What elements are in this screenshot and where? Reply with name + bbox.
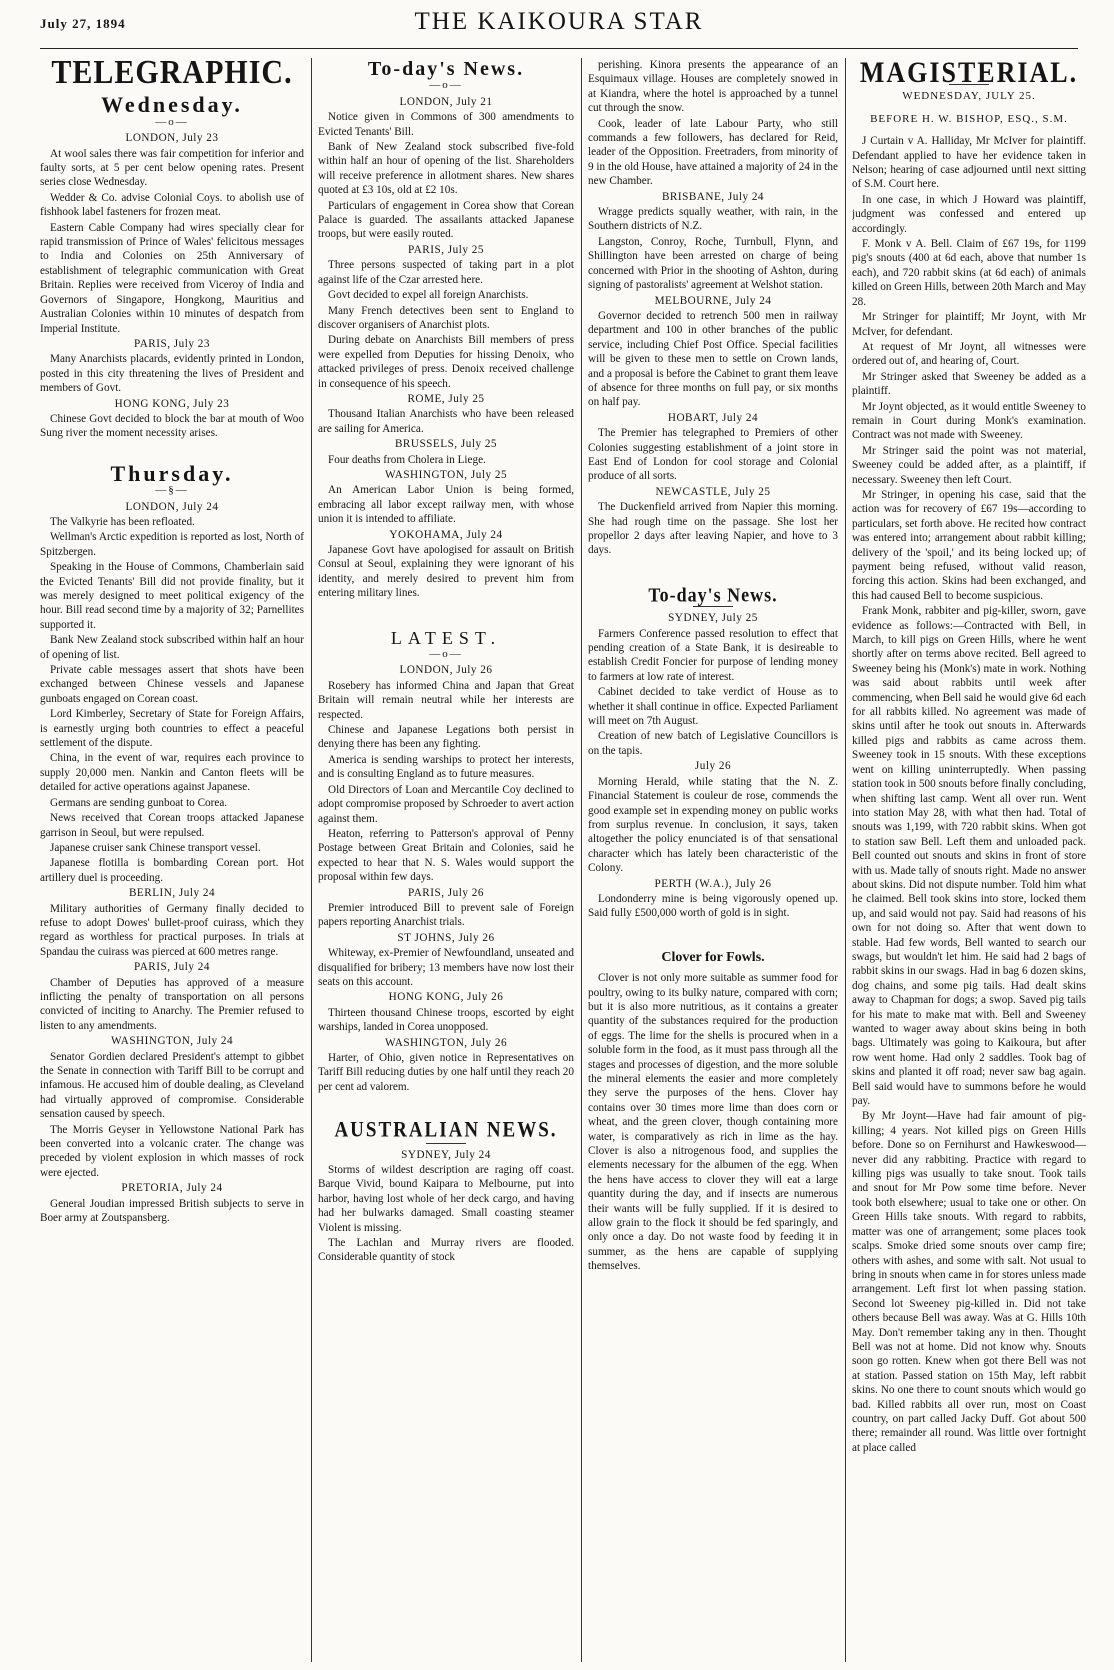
news-paragraph: At wool sales there was fair competition for inferior and faulty sorts, at 5 per cent below opening rates. Present series close Wednesday.	[40, 147, 304, 189]
article-paragraph: At request of Mr Joynt, all witnesses were ordered out of, and hearing of, Court.	[852, 340, 1086, 368]
news-paragraph: Rosebery has informed China and Japan that Great Britain will remain neutral while her interests are respected.	[318, 679, 574, 721]
news-paragraph: perishing. Kinora presents the appearance of an Esquimaux village. Houses are completely snowed in at Kiandra, where the hotel is approached by a tunnel cut through the snow.	[588, 59, 838, 115]
masthead	[40, 8, 1078, 36]
ornament: —o—	[429, 79, 463, 92]
news-paragraph: Creation of new batch of Legislative Councillors is on the tapis.	[588, 730, 838, 757]
news-paragraph: Germans are sending gunboat to Corea.	[50, 796, 228, 809]
dateline: LONDON, July 23	[125, 132, 219, 145]
news-paragraph: News received that Corean troops attacked Japanese garrison in Seoul, but were repulsed.	[40, 812, 304, 839]
news-paragraph: The Duckenfield arrived from Napier this morning. She had rough time on the passage. She lost her propellor 2 days after leaving Napier, and hove to 3 days.	[588, 501, 838, 557]
section-heading-todays-news-2: To-day's News.	[648, 583, 778, 606]
dateline: BRISBANE, July 24	[661, 190, 765, 203]
section-heading-magisterial: MAGISTERIAL.	[859, 58, 1079, 90]
news-paragraph: Wellman's Arctic expedition is reported as lost, North of Spitzbergen.	[40, 531, 304, 558]
news-paragraph: Military authorities of Germany finally decided to refuse to adopt Dowes' bullet-proof cuirass, which they regard as worthless for practical purposes. In trials at Spandau the cuirass was pierced at 600 metres range.	[40, 902, 304, 958]
news-paragraph: Govt decided to expel all foreign Anarchists.	[328, 289, 529, 302]
news-paragraph: An American Labor Union is being formed, embracing all labor except railway men, with whose union it is intended to affiliate.	[318, 484, 574, 526]
news-paragraph: Chinese Govt decided to block the bar at mouth of Woo Sung river the moment necessity arises.	[40, 412, 304, 440]
news-paragraph: General Joudian impressed British subjects to serve in Boer army at Zoutspansberg.	[40, 1197, 304, 1225]
news-paragraph: Heaton, referring to Patterson's approval of Penny Postage between Great Britain and Colonies, said he expected to hear that N. S. Wales would support the proposal within few days.	[318, 827, 574, 884]
dateline: SYDNEY, July 25	[668, 612, 758, 625]
news-paragraph: Thousand Italian Anarchists who have been released are sailing for America.	[318, 408, 574, 435]
issue-date: July 27, 1894	[40, 16, 126, 31]
news-paragraph: Eastern Cable Company had wires specially clear for rapid transmission of Prince of Wales' felicitous messages to India and Colonies on 25th Anniversary of establishment of telegraphic communication with Great Britain. Replies were received from Viceroy of India and Governors of Singapore, Hongkong, Mauritius and Australian Colonies within 10 minutes of despatch from Imperial Institute.	[40, 221, 304, 335]
column-rule	[845, 58, 846, 1662]
column-2	[318, 58, 574, 1662]
news-paragraph: Japanese Govt have apologised for assault on British Consul at Seoul, explaining they were ignorant of his identity, and merely desired to prevent him from entering military lines.	[318, 544, 574, 600]
news-paragraph: Wragge predicts squally weather, with rain, in the Southern districts of N.Z.	[588, 206, 838, 233]
ornament: —§—	[155, 484, 189, 497]
news-paragraph: Whiteway, ex-Premier of Newfoundland, unseated and disqualified for bribery; 13 members have now lost their seats on this account.	[318, 947, 574, 988]
news-paragraph: Japanese flotilla is bombarding Corean port. Hot artillery duel is proceeding.	[40, 857, 304, 884]
column-rule	[581, 58, 582, 1662]
news-paragraph: Lord Kimberley, Secretary of State for Foreign Affairs, is earnestly urging both countries to effect a peaceful settlement of the dispute.	[40, 708, 304, 750]
news-paragraph: During debate on Anarchists Bill members of press were expelled from Deputies for hissing Denoix, who attacked privileges of press. Denoix received challenge in consequence of his speech.	[318, 334, 574, 390]
todays-news-items	[318, 95, 574, 601]
news-paragraph: Bank of New Zealand stock subscribed five-fold within half an hour of opening of the list. Shareholders will receive preference in allotment shares. New shares quoted at £3 10s, old at £2 10s.	[318, 141, 574, 197]
news-paragraph: China, in the event of war, requires each province to supply 20,000 men. Nankin and Canton fleets will be detailed for active operations against Japanese.	[40, 752, 304, 794]
todays-news-2-items	[588, 611, 838, 921]
article-paragraph: Mr Stringer said the point was not material, Sweeney could be added after, as a plaintiff, if necessary. Sweeney then left Court.	[852, 444, 1086, 486]
dateline: LONDON, July 21	[399, 95, 493, 108]
dateline: HOBART, July 24	[667, 411, 759, 424]
article-paragraph: Mr Stringer, in opening his case, said that the action was for recovery of £67 19s—according to particulars, set forth above. He recited how contract was entered into; arrangement about rabbit killing; delivery of the 'spoil,' and its being locked up; of payment being refused, without valid reason, forcing this action. Skins had been exchanged, and this had caused Bell to become suspicious.	[852, 488, 1086, 602]
column-1	[40, 58, 304, 1662]
dateline: MELBOURNE, July 24	[654, 294, 772, 307]
column-4	[852, 58, 1086, 1662]
article-heading-clover: Clover for Fowls.	[661, 949, 765, 965]
article-paragraph: Mr Stringer for plaintiff; Mr Joynt, with Mr McIver, for defendant.	[852, 311, 1086, 338]
article-paragraph: Mr Joynt objected, as it would entitle Sweeney to remain in Court during Monk's examination. Contract was not made with Sweeney.	[852, 400, 1086, 442]
news-paragraph: Thirteen thousand Chinese troops, escorted by eight warships, landed in Corea unopposed.	[318, 1006, 574, 1034]
dateline: LONDON, July 24	[125, 500, 219, 513]
news-paragraph: Cabinet decided to take verdict of House as to whether it shall continue in office. Expected Parliament will meet on 7th August.	[588, 686, 838, 728]
thursday-news	[40, 500, 304, 1226]
news-paragraph: Notice given in Commons of 300 amendments to Evicted Tenants' Bill.	[318, 111, 574, 138]
wednesday-news	[40, 131, 304, 441]
section-heading-australian-news: AUSTRALIAN NEWS.	[334, 1118, 558, 1143]
day-heading-thursday: Thursday.	[110, 460, 234, 486]
article-paragraph: Clover is not only more suitable as summer food for poultry, owing to its bulky nature, compared with corn; but it is also more nutritious, as it contains a greater quantity of the substances required for the production of eggs. The lime for the shells is procured when in a soluble form in the food, as it must pass through all the stages and processes of digestion, and the more soluble the mineral elements the easier and more completely they serve the purposes of the hens. Clover hay contains over 30 times more lime than does corn or wheat, and the green clover, though containing more water, is comparatively as rich in lime as the hay. Clover is also a nitrogenous food, and supplies the elements necessary for the albumen of the egg. When the hens have access to clover they will eat a large quantity during the day, and if insects are numerous their wants will be fully supplied. If it is desired to allow grain to the flock it should be fed sparingly, and only once a day. Do not waste food by feeding it in summer, as the hens are capable of supplying themselves.	[588, 972, 838, 1273]
dateline: YOKOHAMA, July 24	[389, 528, 503, 541]
section-heading-telegraphic: TELEGRAPHIC.	[51, 58, 293, 91]
article-paragraph: Frank Monk, rabbiter and pig-killer, sworn, gave evidence as follows:—Contracted with Bell, in March, to kill pigs on Green Hills, where he went shortly after on terms above recited. Bell agreed to Sweeney being his (Monk's) mate in work. Nothing was said about rabbits until week after commencing, when Bell said he would give 6d each for all rabbits killed. No agreement was made of skins until after he took out snouts in. Afterwards killed pigs and rabbits as came across them. Sweeney took in 15 snouts. With these exceptions went on killing uninterruptedly. When passing station took in 500 snouts before finally concluding, when shifting last camp. Went all over run. Went into station May 28, with what then had. Total of snouts was 1,199, with 720 rabbit skins. When got to station saw Bell. Left them and unloaded pack. Bell counted out snouts and skins in front of store with us. Made tally of snouts right. Made no answer about skins. Did not dispute number. Told him what he claimed. Bell took skins into store, locked them up, and said would not pay. Said had reasons of his own for not doing so. After that went down to stable. Had few words, Bell wanted to search our swags, but wouldn't let him. He said had 2 bags of rabbit skins in our swags. Had in bag 6 dozen skins, dog chains, and some pig tails. Had dealt skins away to Chapman for dogs; a swop. Saved pig tails for his mate to make mat with. Bell and Sweeney wanted to wager away about skins being in both bags. Ultimately was going to Kaikoura, but after row went home. Had only 2 saddles. Took bag of skins and planted it off road; never saw bag again. Bell said would have to summons before he would pay.	[852, 605, 1086, 1108]
dateline: LONDON, July 26	[399, 664, 493, 677]
news-paragraph: Londonderry mine is being vigorously opened up. Said fully £500,000 worth of gold is in sight.	[588, 892, 838, 920]
dateline: WASHINGTON, July 25	[384, 468, 508, 481]
news-paragraph: America is sending warships to protect her interests, and is consulting England as to future measures.	[318, 753, 574, 781]
news-paragraph: Morning Herald, while stating that the N. Z. Financial Statement is couleur de rose, commends the good example set in expending money on public works from surplus revenue. In conclusion, it says, taken altogether the policy enunciated is of that sensational character which has lately been characteristic of the Colony.	[588, 775, 838, 875]
news-paragraph: Four deaths from Cholera in Liege.	[328, 453, 486, 466]
article-paragraph: J Curtain v A. Halliday, Mr McIver for plaintiff. Defendant applied to have her evidence taken in Nelson; hearing of case adjourned until next sitting of S.M. Court here.	[852, 135, 1086, 191]
dateline: July 26	[694, 760, 732, 773]
dateline: ROME, July 25	[407, 392, 485, 405]
divider	[693, 606, 733, 607]
dateline: SYDNEY, July 24	[401, 1148, 491, 1161]
news-paragraph: Senator Gordien declared President's attempt to gibbet the Senate in connection with Tariff Bill to be corrupt and infamous. He accused him of double dealing, as Cleveland had virtually approved of compromise. Considerable sensation caused by speech.	[40, 1050, 304, 1121]
dateline: BRUSSELS, July 25	[394, 438, 498, 451]
news-paragraph: The Lachlan and Murray rivers are flooded. Considerable quantity of stock	[318, 1237, 574, 1264]
news-paragraph: Bank New Zealand stock subscribed within half an hour of opening of list.	[40, 634, 304, 661]
court-bench: BEFORE H. W. BISHOP, ESQ., S.M.	[870, 112, 1068, 125]
dateline: PERTH (W.A.), July 26	[654, 877, 772, 890]
newspaper-title: THE KAIKOURA STAR	[414, 8, 704, 35]
latest-items	[318, 663, 574, 1094]
news-paragraph: Governor decided to retrench 500 men in railway department and 100 in other branches of the public service, including Chief Post Office. Special facilities will be given to these men to settle on Crown lands, and a proposal is before the Cabinet to grant them leave of absence for three months on full pay, or six months on half pay.	[588, 309, 838, 409]
news-paragraph: The Premier has telegraphed to Premiers of other Colonies suggesting establishment of a joint store in East End of London for cool storage and Colonial produce of all sorts.	[588, 427, 838, 483]
australian-news-continued	[588, 58, 838, 558]
news-paragraph: Cook, leader of late Labour Party, who still commands a few followers, has declared for Reid, leader of the Opposition. Freetraders, from minority of 9 in the old House, have attained a majority of 24 in the new Chamber.	[588, 117, 838, 188]
court-report	[852, 134, 1086, 1455]
australian-news-items	[318, 1148, 574, 1265]
clover-article	[588, 971, 838, 1274]
news-paragraph: Speaking in the House of Commons, Chamberlain said the Evicted Tenants' Bill did not provide finality, but it was merely designed to meet political exigency of the hour. Bill read second time by a majority of 32; Parnellites supported it.	[40, 561, 304, 631]
news-paragraph: Chamber of Deputies has approved of a measure inflicting the penalty of transportation on all persons convicted of inciting to Anarchy. The Premier refused to listen to any amendments.	[40, 976, 304, 1032]
news-paragraph: Many French detectives been sent to England to discover organisers of Anarchist plots.	[318, 304, 574, 331]
news-paragraph: Premier introduced Bill to prevent sale of Foreign papers reporting Anarchist trials.	[318, 901, 574, 929]
news-paragraph: Farmers Conference passed resolution to effect that pending creation of a State Bank, it is desireable to establish Credit Foncier for purpose of lending money to farmers at low rate of interest.	[588, 627, 838, 683]
news-paragraph: Wedder & Co. advise Colonial Coys. to abolish use of fishhook label fasteners for frozen meat.	[40, 191, 304, 219]
dateline: WASHINGTON, July 26	[384, 1036, 508, 1049]
ornament: —o—	[155, 115, 189, 128]
news-paragraph: Chinese and Japanese Legations both persist in denying there has been any fighting.	[318, 724, 574, 751]
column-rule	[311, 58, 312, 1662]
article-paragraph: F. Monk v A. Bell. Claim of £67 19s, for 1199 pig's snouts (400 at 6d each, above that number 1s each), and 720 rabbit skins (at 6d each) of animals killed on Green Hills, between 20th March and May 28.	[852, 238, 1086, 308]
dateline: BERLIN, July 24	[128, 887, 216, 900]
news-paragraph: Private cable messages assert that shots have been exchanged between Chinese vessels and Japanese gunboats engaged on Corean coast.	[40, 664, 304, 705]
news-paragraph: Particulars of engagement in Corea show that Corean Palace is guarded. The assailants attacked Japanese troops, but were easily routed.	[318, 199, 574, 241]
dateline: PARIS, July 26	[408, 886, 484, 899]
news-paragraph: Storms of wildest description are raging off coast. Barque Vivid, bound Kaipara to Melbourne, put into harbor, having lost whole of her deck cargo, and having had her bulwarks damaged. Small coasting steamer Violent is missing.	[318, 1164, 574, 1234]
section-heading-todays-news: To-day's News.	[367, 58, 525, 80]
column-3	[588, 58, 838, 1662]
divider	[426, 1143, 466, 1144]
day-heading-wednesday: Wednesday.	[101, 92, 243, 118]
news-paragraph: Old Directors of Loan and Mercantile Coy declined to adopt compromise proposed by Schroeder to avert action against them.	[318, 783, 574, 825]
news-paragraph: Japanese cruiser sank Chinese transport vessel.	[50, 841, 261, 854]
masthead-rule	[40, 48, 1078, 49]
dateline: PARIS, July 25	[408, 243, 484, 256]
news-paragraph: The Morris Geyser in Yellowstone National Park has been converted into a volcanic crater. The change was preceded by violent explosion in which masses of rock were ejected.	[40, 1123, 304, 1179]
news-paragraph: Harter, of Ohio, given notice in Representatives on Tariff Bill reducing duties by one half until they reach 20 per cent ad valorem.	[318, 1052, 574, 1093]
section-heading-latest: LATEST.	[390, 627, 502, 648]
article-paragraph: By Mr Joynt—Have had fair amount of pig-killing; 4 years. Not killed pigs on Green Hills before. Done so on Fernihurst and Hawkeswood—never did any rabbiting. Practice with regard to killing pigs was usually to take snout. Took tails and snout for Mr Pow some time before. Never took both elsewhere; usual to take one or other. On Green Hills take snouts. With regard to rabbits, matter was one of arrangement; some places took scalps. Smoke dried some snouts over camp fire; others with ashes, and some with salt. Not usual to bring in snouts when came in for stores unless made arrangement. Left first lot when passing station. Second lot Sweeney pig-killed in. Did not take others because Bell was away. Was at G. Hills 10th May. Don't remember taking any in then. Thought Bell was not at home. Did not know why. Snouts soon go rotten. Knew when got there Bell was not at station. Passed station on 15th May, left rabbit skins. No one there to count snouts which would go bad. Killed rabbits all over run, most on Coast country, on part called Jacky Duff. Got about 500 there; remainder all round. Was little over fortnight at place called	[852, 1110, 1086, 1454]
article-paragraph: Mr Stringer asked that Sweeney be added as a plaintiff.	[852, 370, 1086, 398]
news-paragraph: The Valkyrie has been refloated.	[50, 515, 195, 528]
dateline: PRETORIA, July 24	[121, 1182, 223, 1195]
dateline: HONG KONG, July 23	[114, 397, 230, 410]
news-paragraph: Langston, Conroy, Roche, Turnbull, Flynn, and Shillington have been arrested on charge of being concerned with Prior in the shooting of Ashton, during signing of pastoralists' agreement at Welshot station.	[588, 235, 838, 292]
news-paragraph: Many Anarchists placards, evidently printed in London, posted in this city threatening the lives of President and members of Govt.	[40, 353, 304, 395]
dateline: NEWCASTLE, July 25	[655, 485, 771, 498]
dateline: HONG KONG, July 26	[388, 991, 504, 1004]
court-date: WEDNESDAY, JULY 25.	[902, 90, 1036, 103]
article-paragraph: In one case, in which J Howard was plaintiff, judgment was confessed and entered up accordingly.	[852, 193, 1086, 235]
news-paragraph: Three persons suspected of taking part in a plot against life of the Czar arrested here.	[318, 259, 574, 286]
dateline: WASHINGTON, July 24	[110, 1035, 234, 1048]
dateline: PARIS, July 23	[134, 337, 210, 350]
ornament: —o—	[429, 648, 463, 661]
dateline: PARIS, July 24	[134, 961, 210, 974]
dateline: ST JOHNS, July 26	[397, 931, 495, 944]
